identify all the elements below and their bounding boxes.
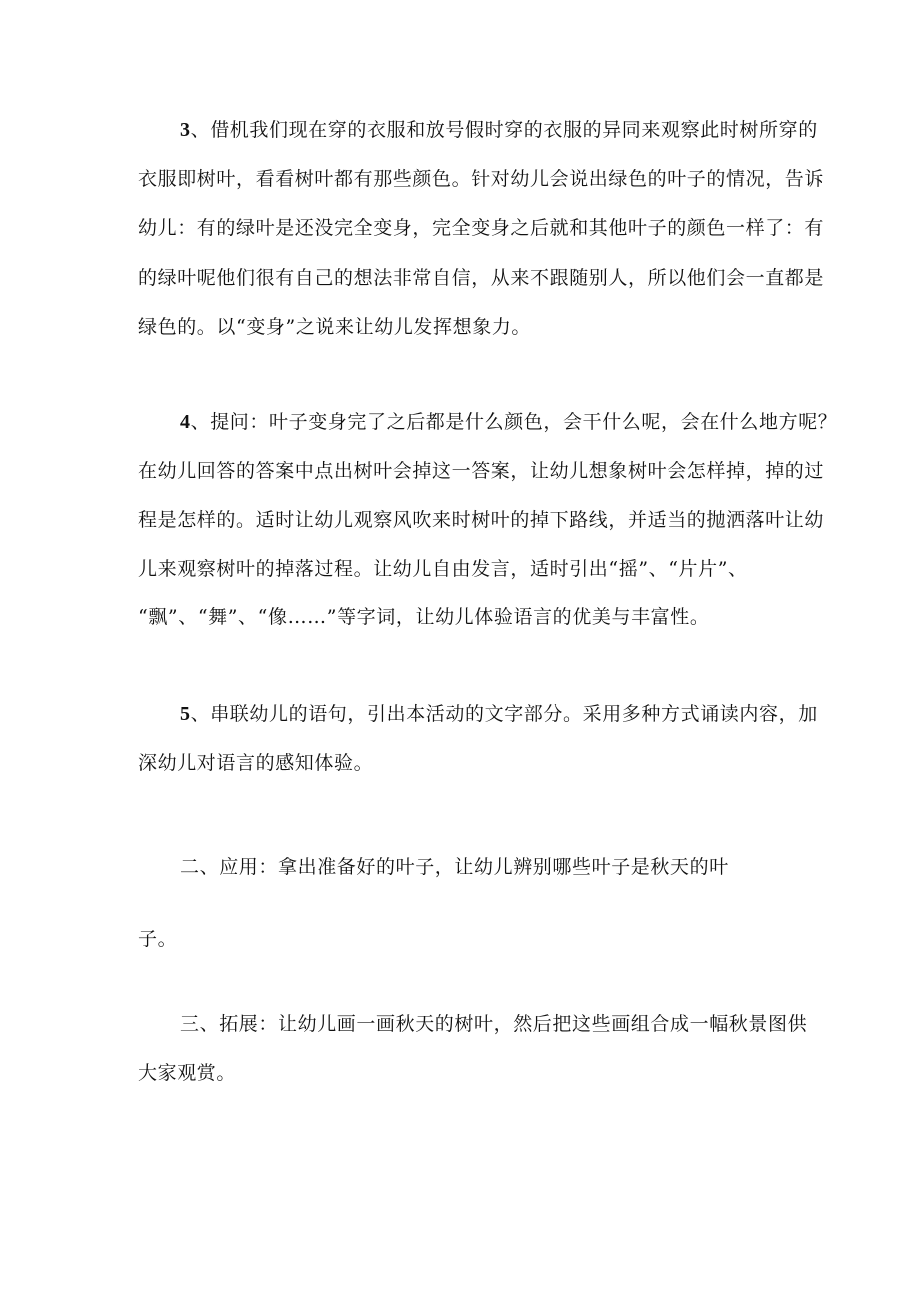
paragraph-4-text-1: 、提问：叶子变身完了之后都是什么颜色，会干什么呢，会在什么地方呢？ [190,411,838,433]
paragraph-5-line-2: 深幼儿对语言的感知体验。 [138,752,374,774]
paragraph-5-text-1: 、串联幼儿的语句，引出本活动的文字部分。采用多种方式诵读内容，加 [190,703,818,725]
paragraph-4-line-4: 儿来观察树叶的掉落过程。让幼儿自由发言，适时引出“摇”、“片片”、 [138,558,748,580]
paragraph-3-line-2: 衣服即树叶，看看树叶都有那些颜色。针对幼儿会说出绿色的叶子的情况，告诉 [138,168,825,190]
paragraph-4-line-3: 程是怎样的。适时让幼儿观察风吹来时树叶的掉下路线，并适当的抛洒落叶让幼 [138,509,825,531]
paragraph-3-text-1: 、借机我们现在穿的衣服和放号假时穿的衣服的异同来观察此时树所穿的 [190,119,818,141]
paragraph-4-line-2: 在幼儿回答的答案中点出树叶会掉这一答案，让幼儿想象树叶会怎样掉，掉的过 [138,460,825,482]
item-number-4: 4 [180,411,191,433]
section-extension-line-1: 三、拓展：让幼儿画一画秋天的树叶，然后把这些画组合成一幅秋景图供 [180,1013,808,1035]
paragraph-5-line-1 [180,702,818,726]
paragraph-3-line-1 [180,118,818,142]
paragraph-3-line-5: 绿色的。以“变身”之说来让幼儿发挥想象力。 [138,316,532,338]
item-number-5: 5 [180,703,191,725]
section-extension-line-2: 大家观赏。 [138,1062,237,1084]
item-number-3: 3 [180,119,191,141]
section-application-line-1: 二、应用：拿出准备好的叶子，让幼儿辨别哪些叶子是秋天的叶 [180,856,729,878]
paragraph-3-line-4: 的绿叶呢他们很有自己的想法非常自信，从来不跟随别人，所以他们会一直都是 [138,267,825,289]
section-application-line-2: 子。 [138,928,178,950]
paragraph-4-line-5: “飘”、“舞”、“像……”等字词，让幼儿体验语言的优美与丰富性。 [138,606,710,628]
paragraph-4-line-1 [180,410,838,434]
paragraph-3-line-3: 幼儿：有的绿叶是还没完全变身，完全变身之后就和其他叶子的颜色一样了：有 [138,217,825,239]
